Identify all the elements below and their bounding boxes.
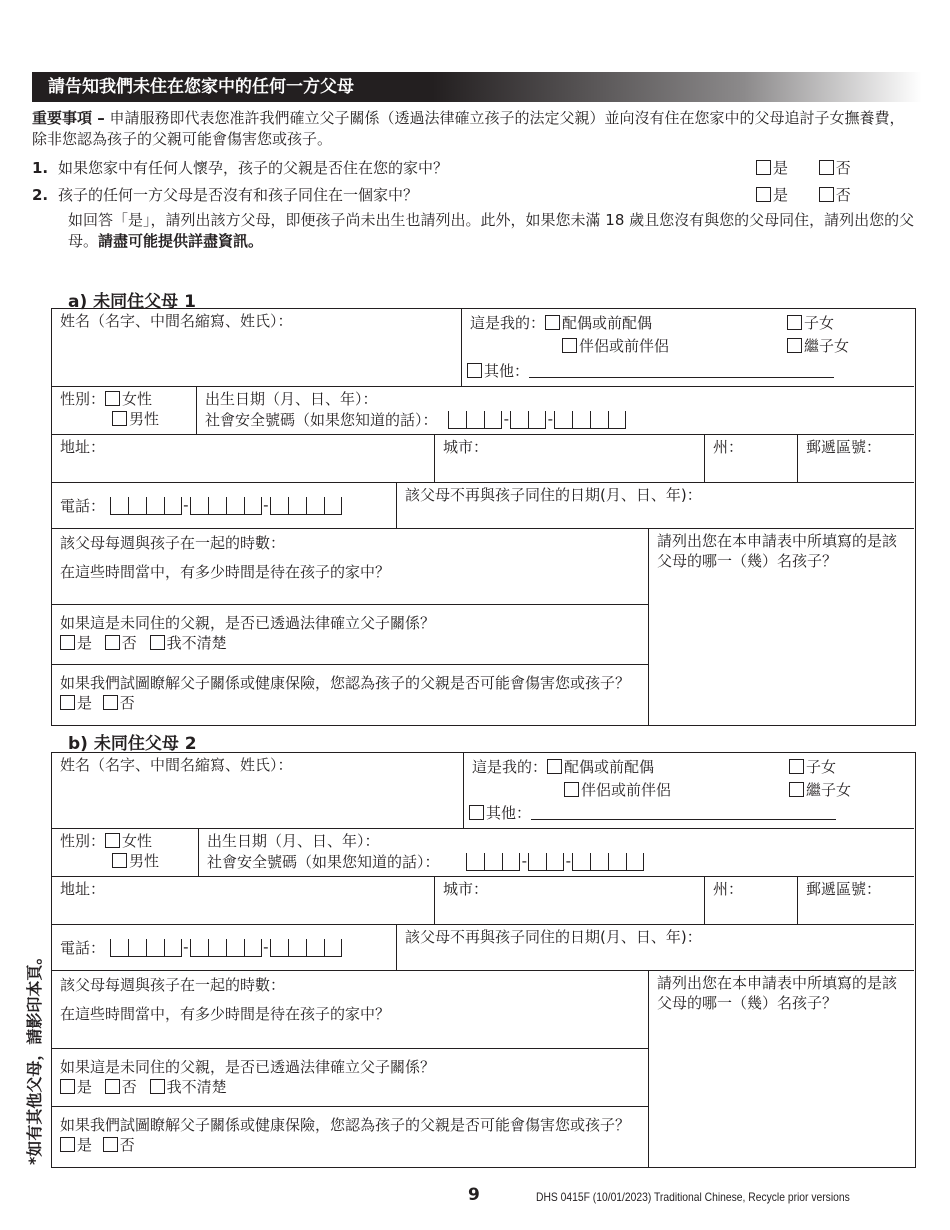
hours-label: 該父母每週與孩子在一起的時數： bbox=[60, 976, 286, 994]
paternity-label: 如果這是未同住的父親，是否已透過法律確立父子關係？ bbox=[60, 614, 436, 632]
stepchild-checkbox[interactable] bbox=[789, 782, 804, 797]
parent-1-form bbox=[51, 308, 916, 726]
name-field[interactable] bbox=[52, 753, 464, 829]
paternity-unsure-checkbox[interactable] bbox=[150, 1079, 165, 1094]
gender-label: 性別： bbox=[60, 832, 106, 850]
form-id-footer: DHS 0415F (10/01/2023) Traditional Chinese, Recycle prior versions bbox=[536, 1190, 850, 1204]
section-header: 請告知我們未住在您家中的任何一方父母 bbox=[32, 72, 922, 102]
other-input[interactable] bbox=[529, 364, 834, 378]
children-label: 請列出您在本申請表中所填寫的是該父母的哪一（幾）名孩子？ bbox=[657, 974, 898, 1012]
phone-label: 電話： bbox=[60, 939, 106, 957]
child-checkbox[interactable] bbox=[789, 759, 804, 774]
male-label: 男性 bbox=[129, 852, 160, 870]
yes-label: 是 bbox=[773, 159, 789, 177]
hours-label: 該父母每週與孩子在一起的時數： bbox=[60, 534, 286, 552]
male-checkbox[interactable] bbox=[112, 853, 127, 868]
paternity-yes-checkbox[interactable] bbox=[60, 1079, 75, 1094]
copy-page-note: *如有其他父母，請影印本頁。 bbox=[25, 948, 44, 1165]
relationship-field bbox=[462, 309, 914, 387]
state-label: 州： bbox=[713, 438, 744, 456]
question-text: 孩子的任何一方父母是否沒有和孩子同住在一個家中？ bbox=[58, 186, 419, 204]
relationship-field bbox=[464, 753, 914, 829]
paternity-label: 如果這是未同住的父親，是否已透過法律確立父子關係？ bbox=[60, 1058, 436, 1076]
question-number: 1. bbox=[32, 159, 49, 177]
state-label: 州： bbox=[713, 880, 744, 898]
gender-field bbox=[52, 387, 197, 435]
unsure-label: 我不清楚 bbox=[166, 634, 227, 652]
male-label: 男性 bbox=[129, 410, 160, 428]
dob-label[interactable]: 出生日期（月、日、年）： bbox=[205, 390, 378, 408]
harm-label: 如果我們試圖瞭解父子關係或健康保險，您認為孩子的父親是否可能會傷害您或孩子？ bbox=[60, 674, 631, 692]
notice-lead: 重要事項 – bbox=[32, 109, 105, 127]
gender-label: 性別： bbox=[60, 390, 106, 408]
child-label: 子女 bbox=[806, 758, 837, 776]
ssn-label: 社會安全號碼（如果您知道的話）： bbox=[205, 411, 438, 429]
children-field[interactable] bbox=[648, 971, 913, 1167]
no-label: 否 bbox=[119, 694, 135, 712]
female-checkbox[interactable] bbox=[105, 833, 120, 848]
paternity-no-checkbox[interactable] bbox=[105, 1079, 120, 1094]
question-text: 如果您家中有任何人懷孕，孩子的父親是否住在您的家中？ bbox=[58, 159, 449, 177]
ssn-label: 社會安全號碼（如果您知道的話）： bbox=[207, 853, 440, 871]
no-label: 否 bbox=[121, 1078, 137, 1096]
no-label: 否 bbox=[835, 159, 851, 177]
date-left-field[interactable] bbox=[397, 483, 914, 529]
dob-label[interactable]: 出生日期（月、日、年）： bbox=[207, 832, 380, 850]
q2-yes-checkbox[interactable] bbox=[756, 187, 771, 202]
zip-field[interactable] bbox=[798, 435, 914, 483]
partner-label: 伴侶或前伴侶 bbox=[581, 781, 672, 799]
phone-field bbox=[52, 925, 397, 971]
date-left-label: 該父母不再與孩子同住的日期(月、日、年)： bbox=[405, 928, 702, 946]
address-label: 地址： bbox=[60, 880, 106, 898]
stepchild-checkbox[interactable] bbox=[787, 338, 802, 353]
yes-label: 是 bbox=[77, 1078, 93, 1096]
partner-label: 伴侶或前伴侶 bbox=[579, 337, 670, 355]
partner-checkbox[interactable] bbox=[562, 338, 577, 353]
city-field[interactable] bbox=[435, 435, 705, 483]
phone-input[interactable]: - - bbox=[110, 937, 342, 957]
important-notice bbox=[32, 108, 918, 150]
ssn-input[interactable]: - - bbox=[448, 409, 626, 429]
note-text: 如回答「是」，請列出該方父母，即便孩子尚未出生也請列出。此外，如果您未滿 18 歲且您沒有與您的父母同住，請列出您的父母。 bbox=[68, 211, 915, 250]
child-checkbox[interactable] bbox=[787, 315, 802, 330]
parent-1-title: a) 未同住父母 1 bbox=[68, 292, 196, 312]
paternity-field bbox=[52, 1049, 649, 1107]
q1-no-checkbox[interactable] bbox=[819, 160, 834, 175]
spouse-label: 配偶或前配偶 bbox=[562, 314, 653, 332]
name-label: 姓名（名字、中間名縮寫、姓氏）： bbox=[60, 756, 293, 774]
question-1 bbox=[32, 158, 448, 179]
note-bold-text: 請盡可能提供詳盡資訊。 bbox=[98, 232, 264, 250]
date-left-field[interactable] bbox=[397, 925, 914, 971]
harm-yes-checkbox[interactable] bbox=[60, 695, 75, 710]
phone-input[interactable]: - - bbox=[110, 495, 342, 515]
yes-label: 是 bbox=[77, 1136, 93, 1154]
relation-label: 這是我的： bbox=[472, 758, 548, 776]
other-input[interactable] bbox=[531, 806, 836, 820]
phone-label: 電話： bbox=[60, 497, 106, 515]
question-1-answers bbox=[756, 158, 877, 179]
other-checkbox[interactable] bbox=[469, 805, 484, 820]
male-checkbox[interactable] bbox=[112, 411, 127, 426]
relation-label: 這是我的： bbox=[470, 314, 546, 332]
phone-field bbox=[52, 483, 397, 529]
dob-ssn-field bbox=[197, 387, 914, 435]
paternity-field bbox=[52, 605, 649, 665]
q1-yes-checkbox[interactable] bbox=[756, 160, 771, 175]
spouse-label: 配偶或前配偶 bbox=[564, 758, 655, 776]
name-label: 姓名（名字、中間名縮寫、姓氏）： bbox=[60, 312, 293, 330]
question-2-answers bbox=[756, 185, 877, 206]
female-checkbox[interactable] bbox=[105, 391, 120, 406]
stepchild-label: 繼子女 bbox=[804, 337, 850, 355]
zip-label: 郵遞區號： bbox=[806, 880, 882, 898]
stepchild-label: 繼子女 bbox=[806, 781, 852, 799]
female-label: 女性 bbox=[122, 832, 153, 850]
parent-2-form bbox=[51, 752, 916, 1168]
hours-home-label: 在這些時間當中，有多少時間是待在孩子的家中？ bbox=[60, 563, 391, 581]
notice-text: 申請服務即代表您准許我們確立父子關係（透過法律確立孩子的法定父親）並向沒有住在您家中的父母追討子女撫養費，除非您認為孩子的父親可能會傷害您或孩子。 bbox=[32, 109, 905, 148]
question-2 bbox=[32, 185, 418, 206]
children-label: 請列出您在本申請表中所填寫的是該父母的哪一（幾）名孩子？ bbox=[657, 532, 898, 570]
question-number: 2. bbox=[32, 186, 49, 204]
zip-label: 郵遞區號： bbox=[806, 438, 882, 456]
harm-field bbox=[52, 1107, 649, 1167]
hours-home-label: 在這些時間當中，有多少時間是待在孩子的家中？ bbox=[60, 1005, 391, 1023]
date-left-label: 該父母不再與孩子同住的日期(月、日、年)： bbox=[405, 486, 702, 504]
parent-2-title: b) 未同住父母 2 bbox=[68, 734, 197, 754]
state-field[interactable] bbox=[705, 877, 798, 925]
q2-no-checkbox[interactable] bbox=[819, 187, 834, 202]
yes-label: 是 bbox=[77, 634, 93, 652]
state-field[interactable] bbox=[705, 435, 798, 483]
other-label: 其他： bbox=[486, 804, 532, 822]
harm-no-checkbox[interactable] bbox=[103, 1137, 118, 1152]
child-label: 子女 bbox=[804, 314, 835, 332]
instruction-note bbox=[68, 210, 924, 252]
address-field[interactable] bbox=[52, 877, 435, 925]
spouse-checkbox[interactable] bbox=[547, 759, 562, 774]
unsure-label: 我不清楚 bbox=[166, 1078, 227, 1096]
harm-no-checkbox[interactable] bbox=[103, 695, 118, 710]
children-field[interactable] bbox=[648, 529, 913, 725]
city-label: 城市： bbox=[443, 880, 489, 898]
name-field[interactable] bbox=[52, 309, 462, 387]
address-label: 地址： bbox=[60, 438, 106, 456]
zip-field[interactable] bbox=[798, 877, 914, 925]
paternity-yes-checkbox[interactable] bbox=[60, 635, 75, 650]
harm-yes-checkbox[interactable] bbox=[60, 1137, 75, 1152]
yes-label: 是 bbox=[773, 186, 789, 204]
city-field[interactable] bbox=[435, 877, 705, 925]
no-label: 否 bbox=[121, 634, 137, 652]
no-label: 否 bbox=[119, 1136, 135, 1154]
city-label: 城市： bbox=[443, 438, 489, 456]
dob-ssn-field bbox=[199, 829, 914, 877]
partner-checkbox[interactable] bbox=[564, 782, 579, 797]
page-number: 9 bbox=[468, 1185, 480, 1205]
other-checkbox[interactable] bbox=[467, 363, 482, 378]
paternity-unsure-checkbox[interactable] bbox=[150, 635, 165, 650]
no-label: 否 bbox=[835, 186, 851, 204]
harm-label: 如果我們試圖瞭解父子關係或健康保險，您認為孩子的父親是否可能會傷害您或孩子？ bbox=[60, 1116, 631, 1134]
ssn-input[interactable]: - - bbox=[466, 851, 644, 871]
gender-field bbox=[52, 829, 199, 877]
yes-label: 是 bbox=[77, 694, 93, 712]
paternity-no-checkbox[interactable] bbox=[105, 635, 120, 650]
other-label: 其他： bbox=[484, 362, 530, 380]
spouse-checkbox[interactable] bbox=[545, 315, 560, 330]
hours-field[interactable] bbox=[52, 971, 649, 1049]
female-label: 女性 bbox=[122, 390, 153, 408]
address-field[interactable] bbox=[52, 435, 435, 483]
harm-field bbox=[52, 665, 649, 725]
hours-field[interactable] bbox=[52, 529, 649, 605]
